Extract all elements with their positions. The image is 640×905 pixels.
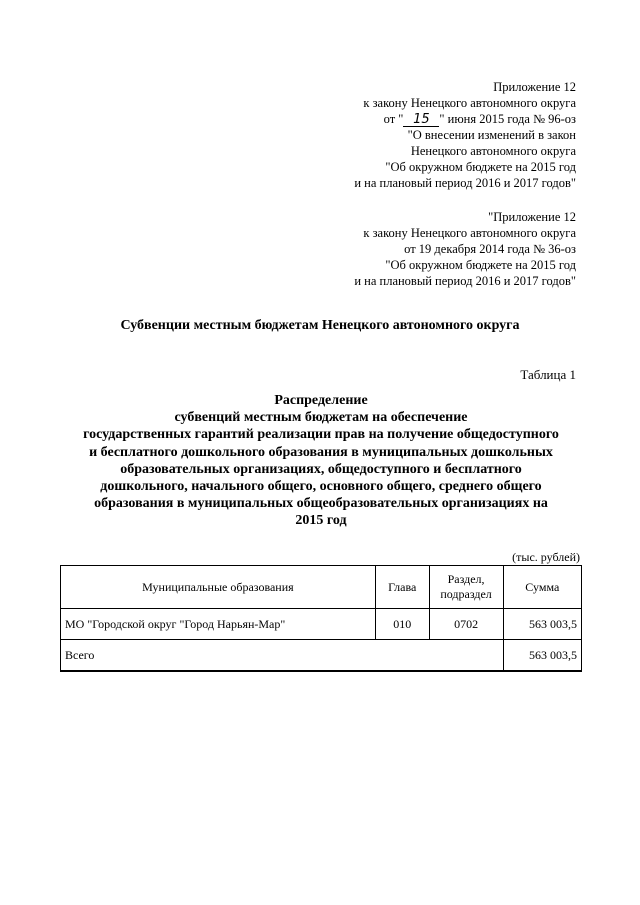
annex-amend-title-3: "Об окружном бюджете на 2015 год [385,160,576,174]
header-section [429,566,503,609]
cell-sum: 563 003,5 [503,609,581,640]
annex-amend-title-1: "О внесении изменений в закон [407,128,576,142]
distribution-title [60,392,582,530]
distribution-title-line: дошкольного, начального общего, основного общего, среднего общего [100,479,542,495]
annex-date-line [354,111,576,127]
units-label: (тыс. рублей) [512,550,580,564]
subvention-table [60,565,582,672]
table-label: Таблица 1 [520,367,576,382]
table-header-row [61,566,582,609]
header-sum: Сумма [503,566,581,609]
annex-amend-title-2: Ненецкого автономного округа [410,144,576,158]
distribution-title-line: образовательных организациях, общедоступного и бесплатного [120,461,522,477]
distribution-title-line: образования в муниципальных общеобразовательных организациях на [94,496,548,512]
cell-municipality: МО "Городской округ "Город Нарьян-Мар" [61,609,376,640]
distribution-title-line: субвенций местным бюджетам на обеспечение [174,410,468,426]
annex-reference-block [354,79,576,191]
header-section-line1: Раздел, [447,572,485,586]
header-chapter: Глава [375,566,429,609]
annex-law-ref: к закону Ненецкого автономного округа [363,96,576,110]
header-section-line2: подраздел [440,587,492,601]
original-annex-block [354,209,576,289]
handwritten-day: 15 [403,114,439,127]
distribution-title-line: и бесплатного дошкольного образования в муниципальных дошкольных [89,444,553,460]
header-municipality: Муниципальные образования [61,566,376,609]
total-row [61,640,582,672]
annex-date-suffix: " июня 2015 года № 96-оз [439,112,576,126]
original-annex-title-1: "Об окружном бюджете на 2015 год [385,258,576,272]
original-annex-number: "Приложение 12 [488,210,576,224]
total-label: Всего [61,640,504,672]
original-annex-date: от 19 декабря 2014 года № 36-оз [404,242,576,256]
table-row [61,609,582,640]
total-sum: 563 003,5 [503,640,581,672]
annex-date-prefix: от " [383,112,404,126]
distribution-title-line: государственных гарантий реализации прав на получение общедоступного [83,427,559,443]
cell-section: 0702 [429,609,503,640]
section-heading: Субвенции местным бюджетам Ненецкого автономного округа [120,318,520,333]
original-annex-law-ref: к закону Ненецкого автономного округа [363,226,576,240]
cell-chapter: 010 [375,609,429,640]
distribution-title-line: Распределение [274,393,368,408]
original-annex-title-2: и на плановый период 2016 и 2017 годов" [354,274,576,288]
annex-number: Приложение 12 [493,80,576,94]
distribution-title-line: 2015 год [295,513,347,529]
annex-amend-title-4: и на плановый период 2016 и 2017 годов" [354,176,576,190]
